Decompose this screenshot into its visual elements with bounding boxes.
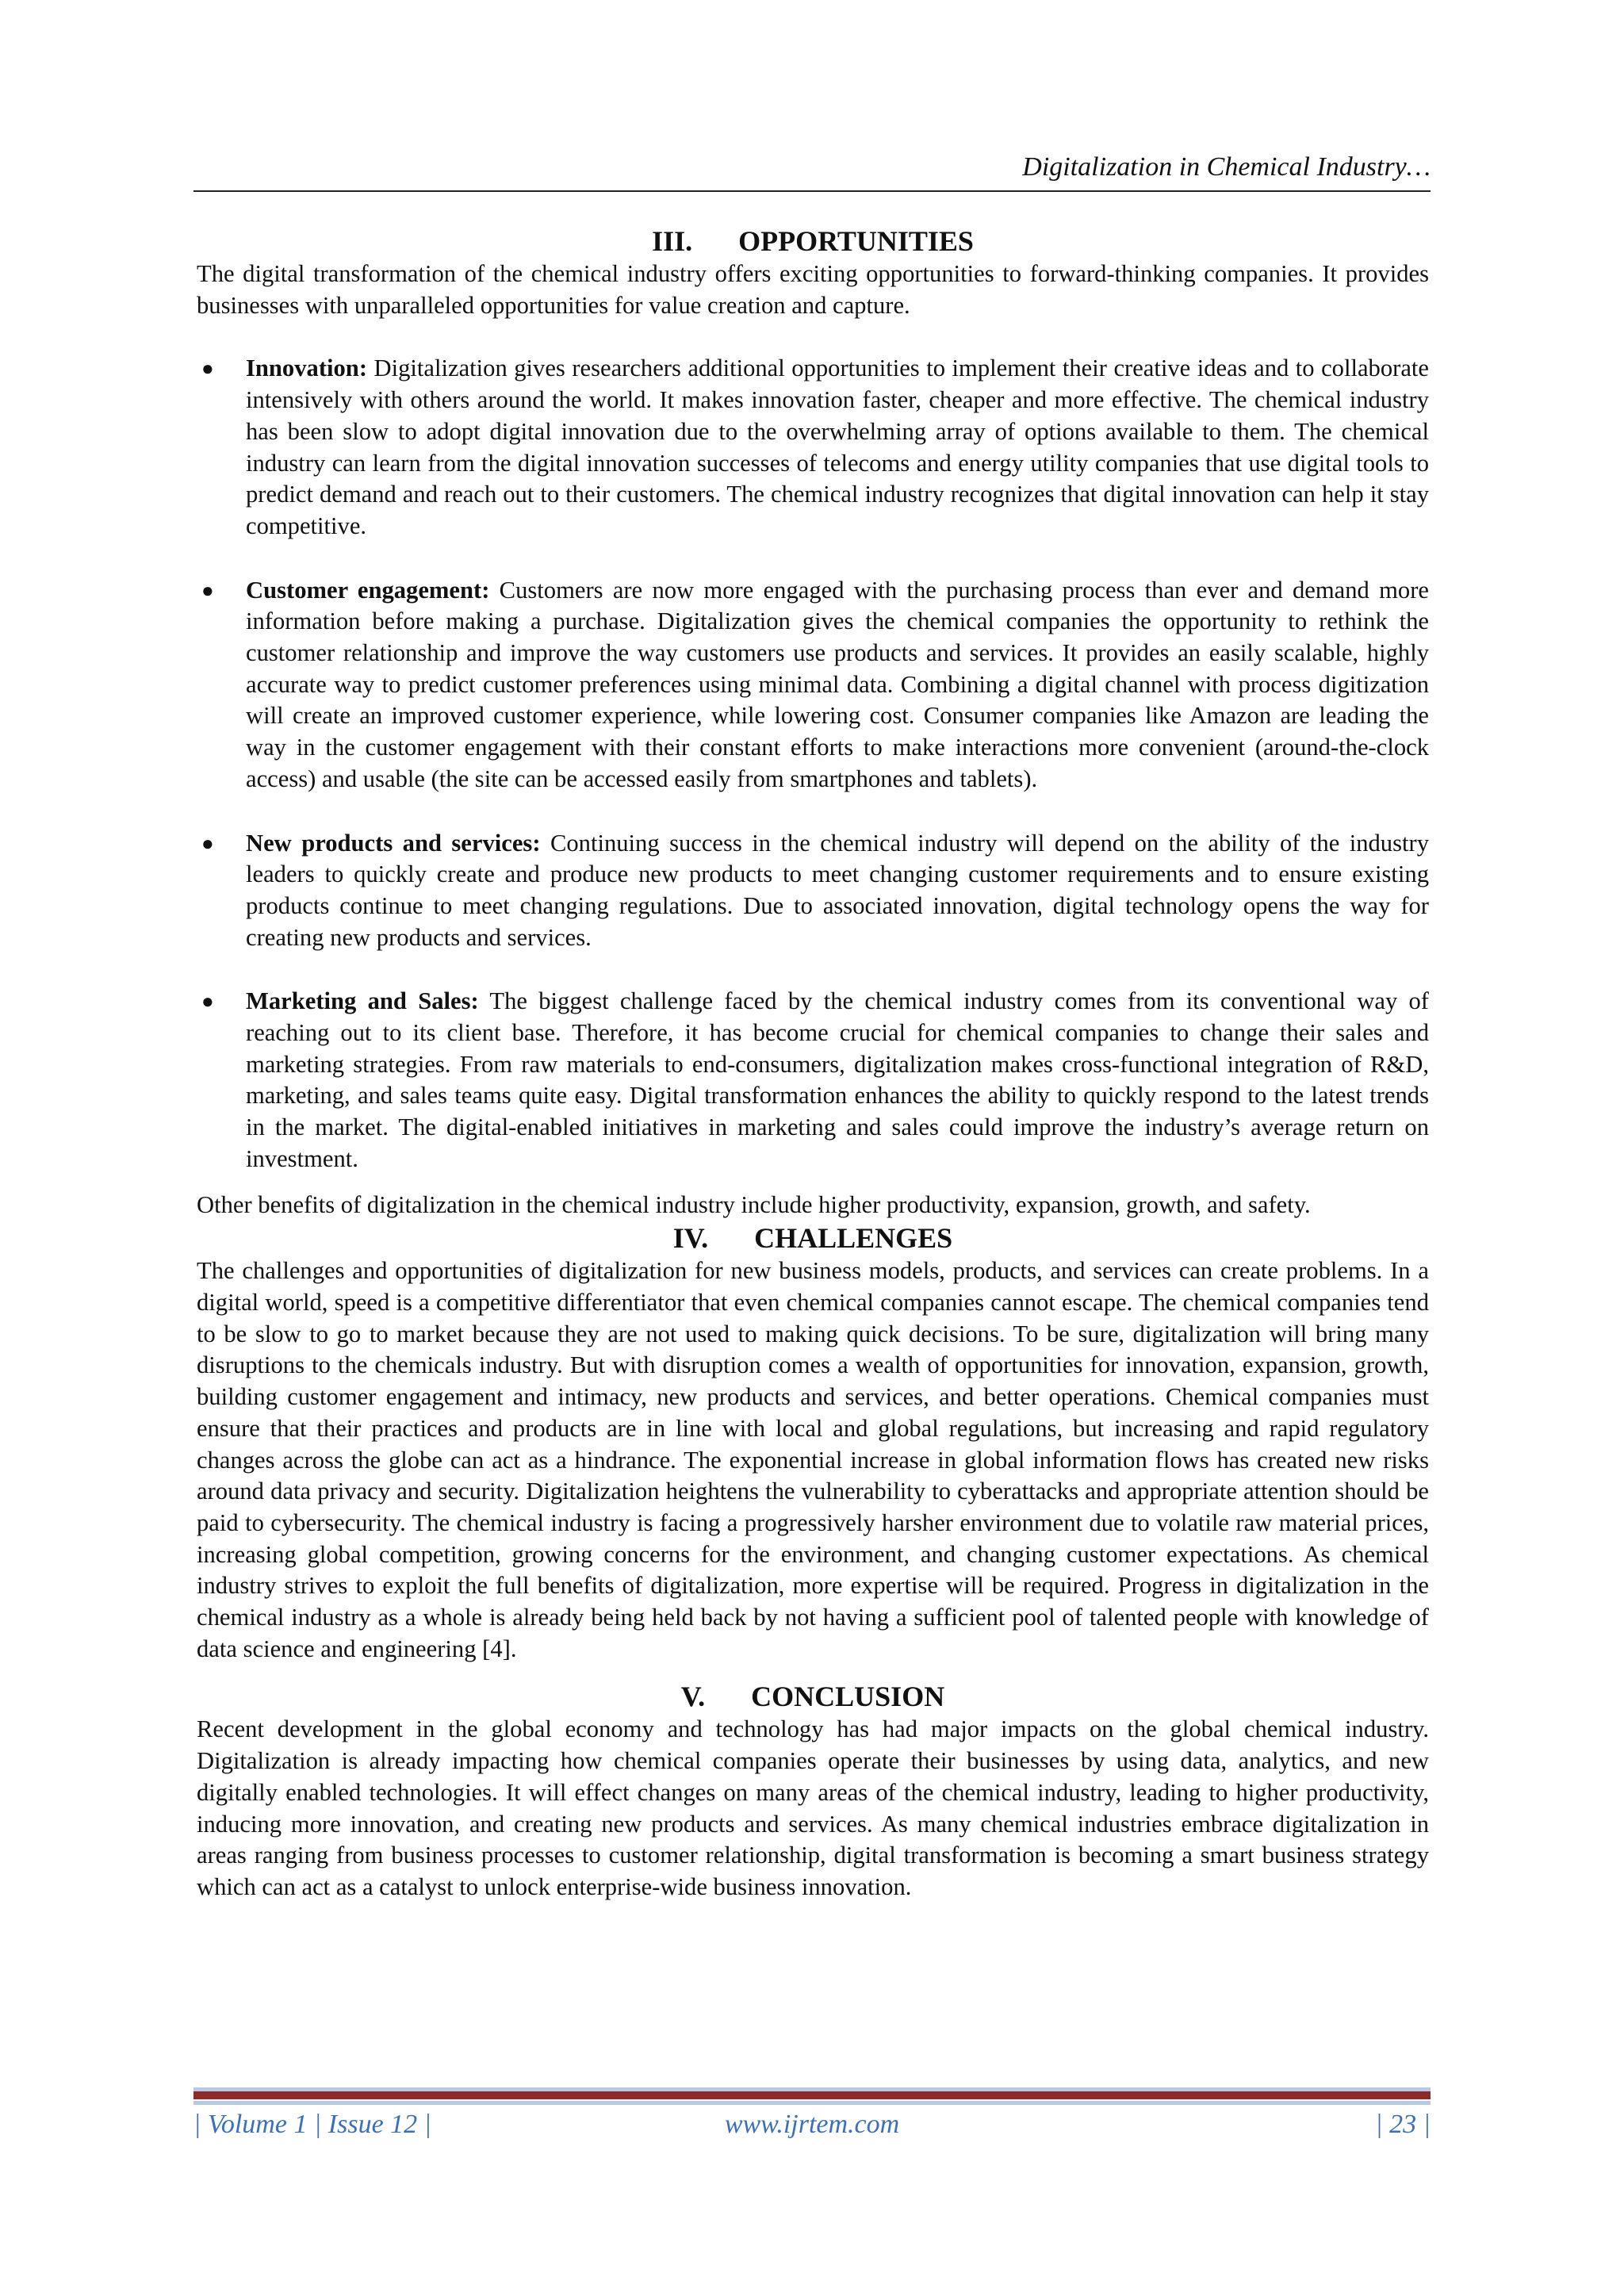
- bullet-icon: ●: [201, 831, 214, 855]
- bullet-text: Continuing success in the chemical industry will depend on the ability of the industry leaders to quickly create and produce new products to meet changing customer requirements and to ensure existing products continue to meet changing regulations. Due to associated innovation, digital technology opens the way for creating new products and services.: [246, 829, 1429, 951]
- bullet-text: Customers are now more engaged with the purchasing process than ever and demand more information before making a purchase. Digitalization gives the chemical companies the opportunity to rethink the customer relationship and improve the way customers use products and services. It provides an easily scalable, highly accurate way to predict customer preferences using minimal data. Combining a digital channel with process digitization will create an improved customer experience, while lowering cost. Consumer companies like Amazon are leading the way in the customer engagement with their constant efforts to make interactions more convenient (around-the-clock access) and usable (the site can be accessed easily from smartphones and tablets).: [246, 576, 1429, 792]
- footer-rule-dark: [193, 2091, 1431, 2099]
- opportunities-list: [197, 353, 1429, 1175]
- bullet-term: Marketing and Sales:: [246, 987, 479, 1015]
- conclusion-body: Recent development in the global economy and technology has had major impacts on the global chemical industry. Digitalization is already impacting how chemical companies operate their businesses by using data, analytics, and new digitally enabled technologies. It will effect changes on many areas of the chemical industry, leading to higher productivity, inducing more innovation, and creating new products and services. As many chemical industries embrace digitalization in areas ranging from business processes to customer relationship, digital transformation is becoming a smart business strategy which can act as a catalyst to unlock enterprise-wide business innovation.: [197, 1715, 1429, 1900]
- footer-divider: [193, 2087, 1431, 2105]
- bullet-text: The biggest challenge faced by the chemical industry comes from its conventional way of reaching out to its client base. Therefore, it has become crucial for chemical companies to change their sales and marketing strategies. From raw materials to end-consumers, digitalization makes cross-functional integration of R&D, marketing, and sales teams quite easy. Digital transformation enhances the ability to quickly respond to the latest trends in the market. The digital-enabled initiatives in marketing and sales could improve the industry’s average return on investment.: [246, 987, 1429, 1172]
- list-item: [197, 828, 1429, 954]
- section-title-text: OPPORTUNITIES: [738, 225, 974, 257]
- bullet-term: Innovation:: [246, 355, 368, 382]
- section-number: V.: [680, 1681, 706, 1713]
- footer-website-link[interactable]: www.ijrtem.com: [724, 2110, 900, 2139]
- page-body: [197, 224, 1429, 1903]
- list-item: [197, 353, 1429, 542]
- bullet-text: Digitalization gives researchers additional opportunities to implement their creative ideas and to collaborate intensively with others around the world. It makes innovation faster, cheaper and more effective. The chemical industry has been slow to adopt digital innovation due to the overwhelming array of options available to them. The chemical industry can learn from the digital innovation successes of telecoms and energy utility companies that use digital tools to predict demand and reach out to their customers. The chemical industry recognizes that digital innovation can help it stay competitive.: [246, 355, 1429, 539]
- section-spacer: [197, 1665, 1429, 1679]
- bullet-term: Customer engagement:: [246, 576, 490, 604]
- opportunities-intro: The digital transformation of the chemical industry offers exciting opportunities to forward-thinking companies. It provides businesses with unparalleled opportunities for value creation and capture.: [197, 260, 1429, 319]
- opportunities-closing: Other benefits of digitalization in the chemical industry include higher productivity, expansion, growth, and safety.: [197, 1190, 1311, 1218]
- list-item: [197, 986, 1429, 1175]
- header-divider: [193, 190, 1431, 192]
- bullet-icon: ●: [201, 357, 214, 381]
- section-heading-challenges: [197, 1221, 1429, 1255]
- bullet-icon: ●: [201, 990, 214, 1014]
- footer-page-number: | 23 |: [1375, 2110, 1431, 2139]
- list-item: [197, 575, 1429, 795]
- challenges-body: The challenges and opportunities of digitalization for new business models, products, and services can create problems. In a digital world, speed is a competitive differentiator that even chemical companies cannot escape. The chemical companies tend to be slow to go to market because they are not used to making quick decisions. To be sure, digitalization will bring many disruptions to the chemicals industry. But with disruption comes a wealth of opportunities for innovation, expansion, growth, building customer engagement and intimacy, new products and services, and better operations. Chemical companies must ensure that their practices and products are in line with local and global regulations, but increasing and rapid regulatory changes across the globe can act as a hindrance. The exponential increase in global information flows has created new risks around data privacy and security. Digitalization heightens the vulnerability to cyberattacks and appropriate attention should be paid to cybersecurity. The chemical industry is facing a progressively harsher environment due to volatile raw material prices, increasing global competition, growing concerns for the environment, and changing customer expectations. As chemical industry strives to exploit the full benefits of digitalization, more expertise will be required. Progress in digitalization in the chemical industry as a whole is already being held back by not having a sufficient pool of talented people with knowledge of data science and engineering [4].: [197, 1257, 1429, 1662]
- footer-volume-issue: | Volume 1 | Issue 12 |: [193, 2110, 432, 2139]
- section-number: III.: [652, 225, 693, 257]
- running-header: Digitalization in Chemical Industry…: [1022, 152, 1431, 182]
- bullet-icon: ●: [201, 578, 214, 602]
- section-title-text: CONCLUSION: [751, 1681, 945, 1713]
- section-heading-conclusion: [197, 1679, 1429, 1714]
- section-number: IV.: [672, 1222, 709, 1255]
- bullet-term: New products and services:: [246, 829, 541, 857]
- section-title-text: CHALLENGES: [754, 1222, 953, 1255]
- section-heading-opportunities: [197, 224, 1429, 259]
- footer-rule-light: [193, 2101, 1431, 2105]
